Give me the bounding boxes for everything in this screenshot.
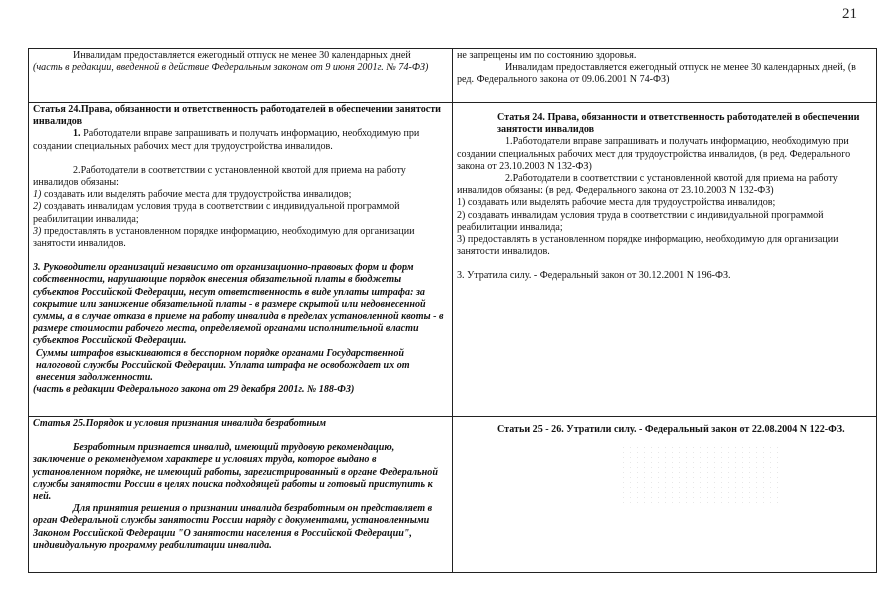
row2-left-cell [29, 103, 453, 417]
paragraph: Безработным признается инвалид, имеющий трудовую рекомендацию, заключение о рекомендуемом характере и условиях труда, которое выдано в установленном порядке, не имеющий работы, зарегистрированный в органе Федеральной службы занятости России в целях поиска подходящей работы и готовый приступить к ней. [33, 442, 438, 503]
paragraph: 2.Работодатели в соответствии с установленной квотой для приема на работу инвалидов обязаны: [33, 164, 406, 189]
list-item: 3) предоставлять в установленном порядке информацию, необходимую для организации занятости инвалидов. [457, 234, 839, 258]
list-number: 2) [33, 201, 42, 213]
scan-noise [620, 445, 780, 505]
row2-right-cell [453, 103, 877, 417]
list-text: создавать или выделять рабочие места для трудоустройства инвалидов; [41, 189, 352, 201]
list-item: 1) создавать или выделять рабочие места для трудоустройства инвалидов; [457, 197, 776, 209]
amendment-note: (часть в редакции Федерального закона от 29 декабря 2001г. № 188-ФЗ) [33, 384, 355, 396]
list-number: 3) [33, 225, 42, 237]
paragraph: 2.Работодатели в соответствии с установленной квотой для приема на работу инвалидов обязаны: (в ред. Федерального закона от 23.10.2003 N 132-ФЗ) [457, 173, 838, 197]
list-item [33, 189, 448, 201]
paragraph: 1.Работодатели вправе запрашивать и получать информацию, необходимую при создании специальных рабочих мест для трудоустройства инвалидов, (в ред. Федерального закона от 23.10.2003 N 132-ФЗ) [457, 136, 851, 172]
paragraph: Для принятия решения о признании инвалида безработным он представляет в орган Федеральной службы занятости России наряду с документами, установленными Законом Российской Федерации "О занятости населения в Российской Федерации", индивидуальную программу реабилитации инвалида. [33, 503, 433, 551]
article-heading: Статьи 25 - 26. Утратили силу. - Федеральный закон от 22.08.2004 N 122-ФЗ. [497, 424, 845, 435]
article-heading: Статья 24. Права, обязанности и ответственность работодателей в обеспечении занятости инвалидов [497, 112, 860, 136]
text-line: не запрещены им по состоянию здоровья. [457, 50, 637, 61]
table-row [29, 49, 877, 103]
list-text: создавать инвалидам условия труда в соответствии с индивидуальной программой реабилитации инвалида; [33, 201, 400, 225]
article-heading: Статья 24.Права, обязанности и ответственность работодателей в обеспечении занятости инвалидов [33, 104, 442, 128]
table-row [29, 103, 877, 417]
page-number: 21 [842, 6, 857, 22]
text-line: Инвалидам предоставляется ежегодный отпуск не менее 30 календарных дней [73, 50, 411, 61]
paragraph-text: Работодатели вправе запрашивать и получать информацию, необходимую при создании специальных рабочих мест для трудоустройства инвалидов. [33, 128, 420, 152]
list-text: предоставлять в установленном порядке информацию, необходимую для организации занятости инвалидов. [33, 225, 415, 250]
paragraph: 3. Руководители организаций независимо от организационно-правовых форм и форм собственности, нарушающие порядок внесения обязательной платы в бюджеты субъектов Российской Федерации, несут ответственность в виде уплаты штрафа: за сокрытие или занижение обязательной платы - в размере скрытой или недовнесенной суммы, а в случае отказа в приеме на работу инвалида в пределах установленной квоты - в размере стоимости рабочего места, определяемой органами исполнительной власти субъектов Российской Федерации. [33, 262, 444, 347]
paragraph: Суммы штрафов взыскиваются в бесспорном порядке органами Государственной налоговой службы Российской Федерации. Уплата штрафа не освобождает их от внесения задолженности. [36, 347, 410, 384]
paragraph [33, 128, 448, 152]
article-heading: Статья 25.Порядок и условия признания инвалида безработным [33, 418, 327, 429]
list-item [33, 226, 448, 250]
list-item: 2) создавать инвалидам условия труда в соответствии с индивидуальной программой реабилитации инвалида; [457, 209, 824, 233]
paragraph: 3. Утратила силу. - Федеральный закон от 30.12.2001 N 196-ФЗ. [457, 270, 731, 282]
list-item [33, 201, 448, 225]
list-number: 1) [33, 189, 42, 201]
paragraph-number: 1. [73, 128, 81, 140]
row3-left-cell [29, 417, 453, 573]
row1-right-cell [453, 49, 877, 103]
amendment-note: (часть в редакции, введенной в действие Федеральным законом от 9 июня 2001г. № 74-ФЗ) [33, 62, 429, 74]
row1-left-cell [29, 49, 453, 103]
text-line: Инвалидам предоставляется ежегодный отпуск не менее 30 календарных дней, (в ред. Федерального закона от 09.06.2001 N 74-ФЗ) [457, 62, 856, 86]
